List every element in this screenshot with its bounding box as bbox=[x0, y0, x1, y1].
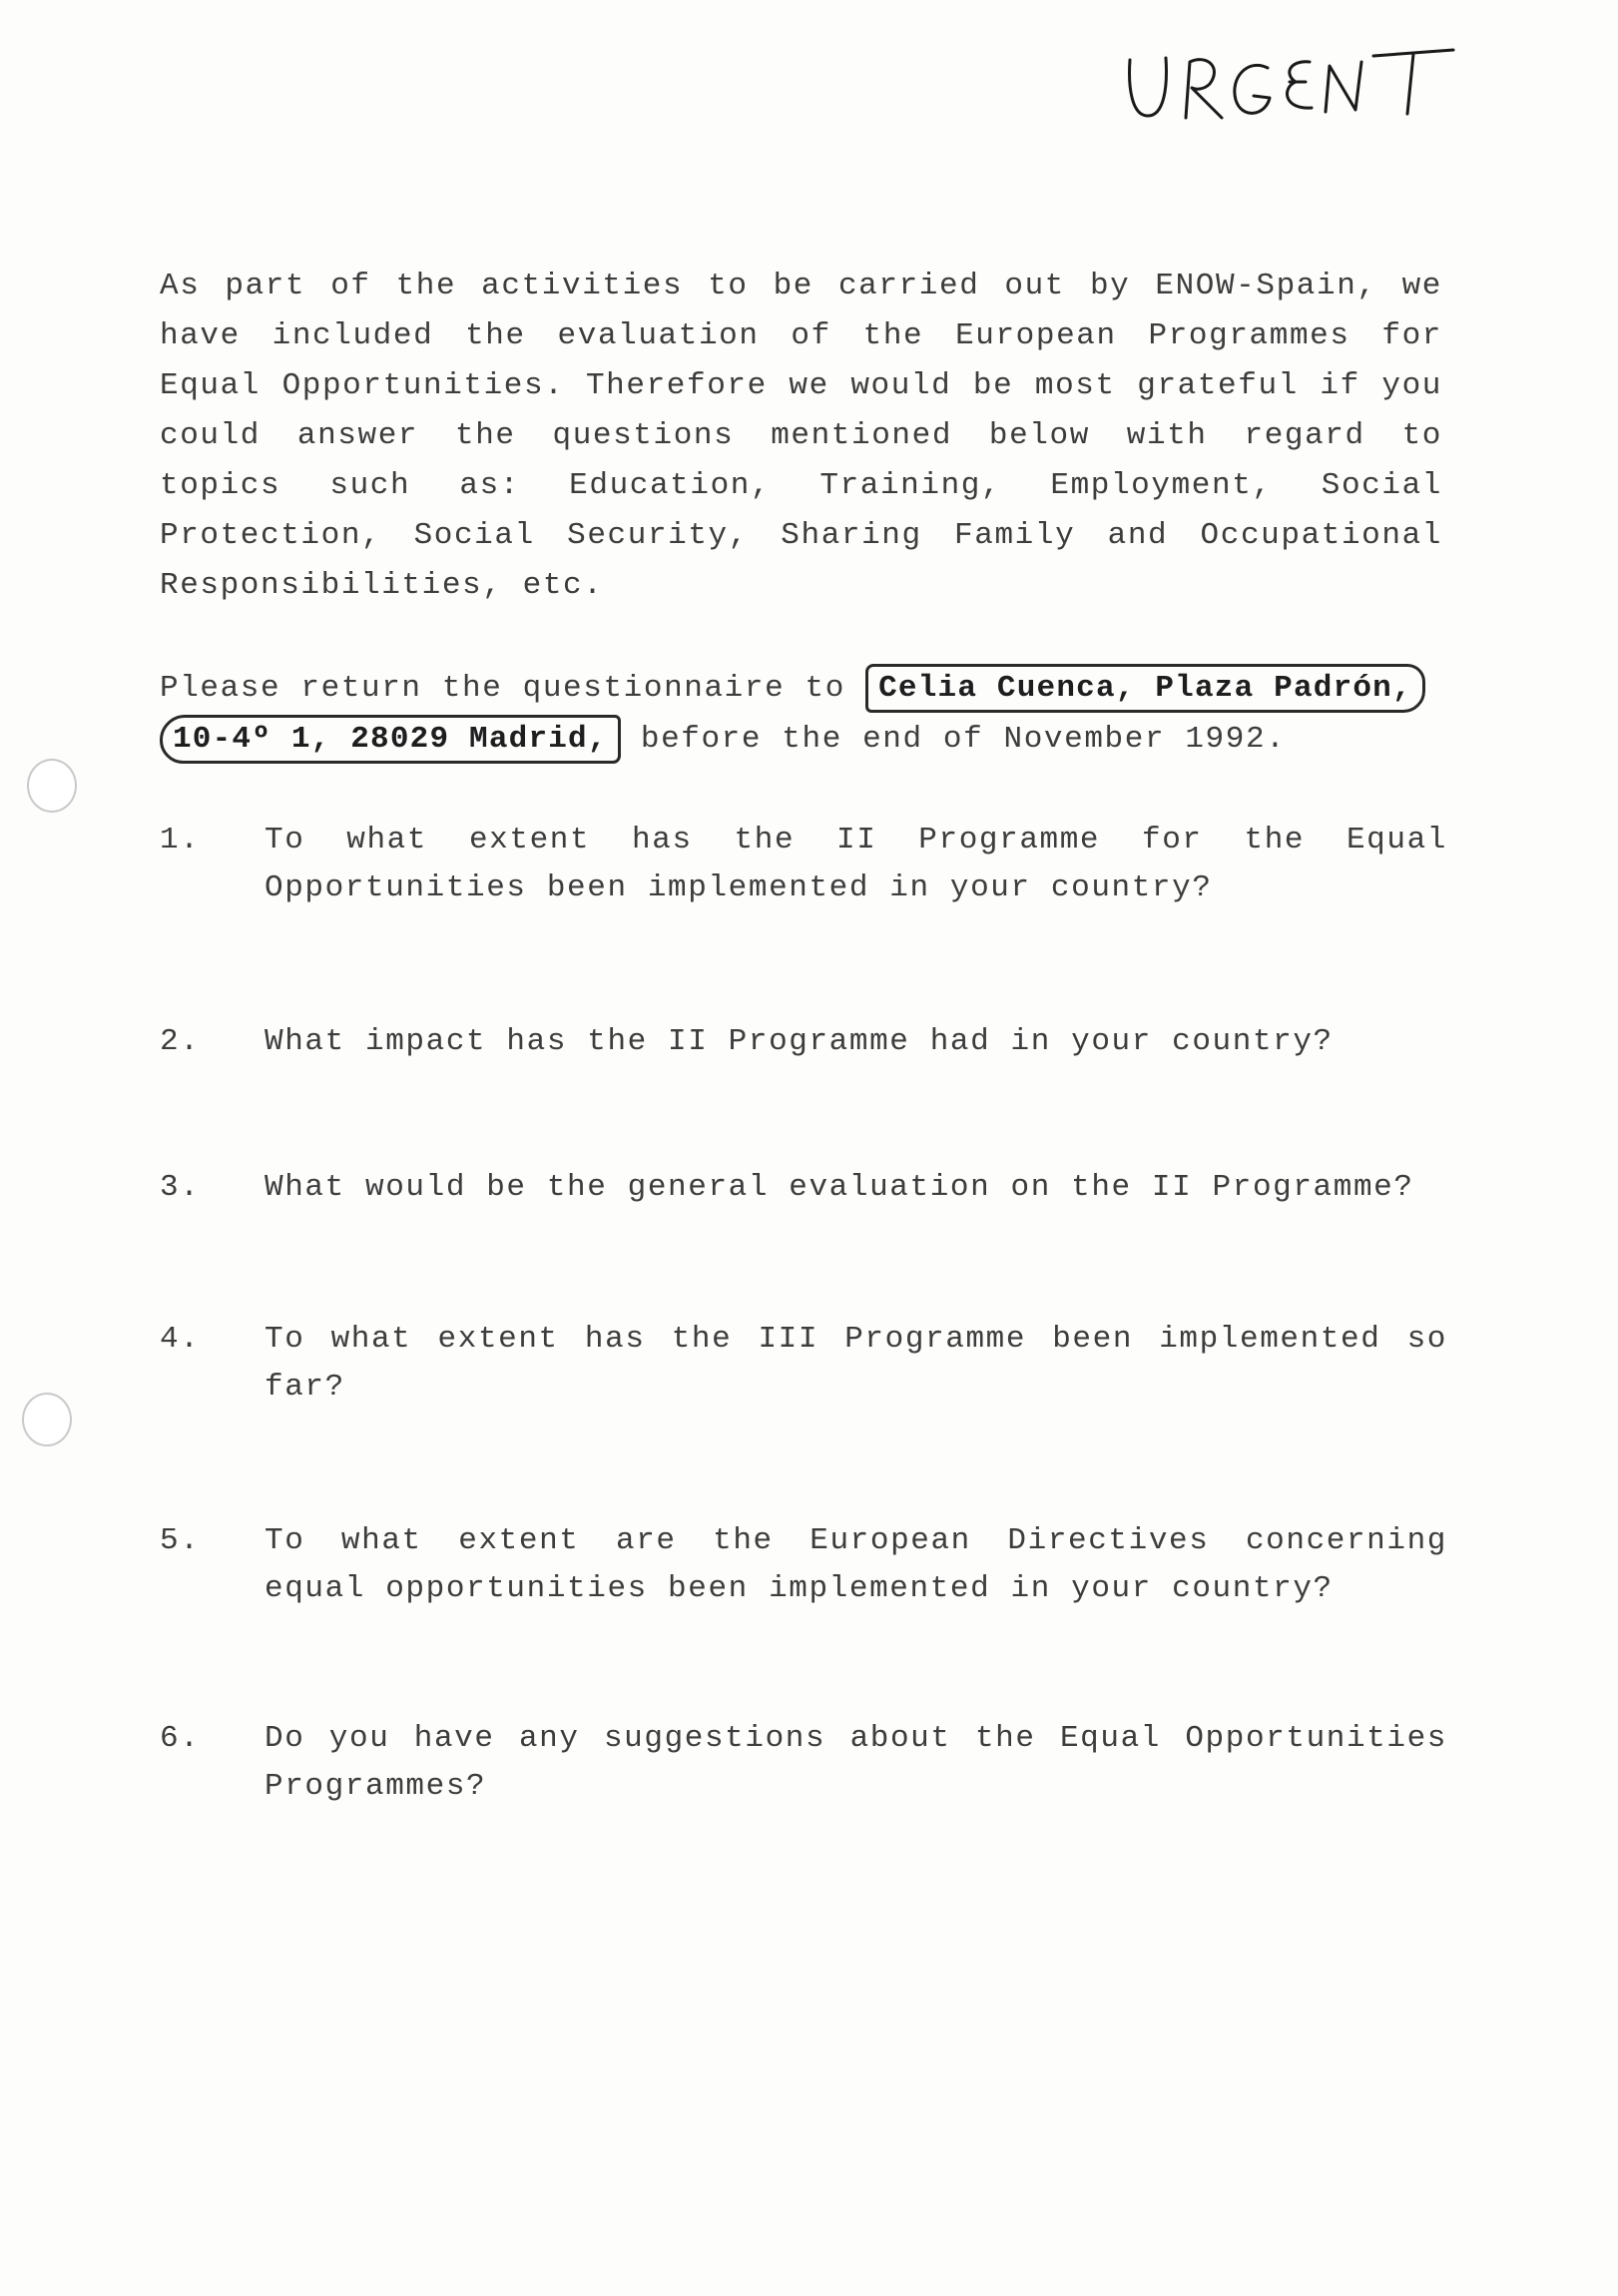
punch-hole bbox=[22, 1393, 72, 1446]
question-number: 4. bbox=[160, 1322, 201, 1357]
question-item bbox=[160, 1018, 1447, 1066]
question-text: To what extent has the III Programme been implemented so far? bbox=[265, 1322, 1447, 1405]
question-number: 6. bbox=[160, 1721, 201, 1756]
return-deadline: before the end of November 1992. bbox=[640, 722, 1287, 757]
question-item bbox=[160, 1164, 1447, 1212]
return-instructions-line-1 bbox=[160, 664, 1425, 713]
intro-paragraph: As part of the activities to be carried out by ENOW-Spain, we have included the evaluation of the European Programmes for Equal Opportunities. Therefore we would be most grateful if you could answer the questions mentioned below with regard to topics such as: Education, Training, Employment, Social Protection, Social Security, Sharing Family and Occupational Responsibilities, etc. bbox=[160, 269, 1442, 603]
question-text: To what extent are the European Directives concerning equal opportunities been implemented in your country? bbox=[265, 1523, 1447, 1606]
punch-hole bbox=[27, 759, 77, 813]
question-number: 5. bbox=[160, 1523, 201, 1558]
question-text: What would be the general evaluation on the II Programme? bbox=[265, 1170, 1414, 1205]
return-prefix: Please return the questionnaire to bbox=[160, 671, 845, 706]
question-item bbox=[160, 1316, 1447, 1412]
return-instructions-line-2 bbox=[160, 715, 1286, 764]
question-text: What impact has the II Programme had in your country? bbox=[265, 1024, 1334, 1059]
question-number: 3. bbox=[160, 1170, 201, 1205]
question-item bbox=[160, 1517, 1447, 1613]
question-number: 1. bbox=[160, 823, 201, 858]
urgent-handwriting-graphic bbox=[1118, 38, 1477, 138]
question-item bbox=[160, 1715, 1447, 1811]
question-text: Do you have any suggestions about the Equal Opportunities Programmes? bbox=[265, 1721, 1447, 1804]
question-number: 2. bbox=[160, 1024, 201, 1059]
urgent-handwritten-note bbox=[1118, 38, 1477, 138]
question-item bbox=[160, 817, 1447, 912]
return-address-part-1: Celia Cuenca, Plaza Padrón, bbox=[865, 664, 1425, 713]
question-text: To what extent has the II Programme for the Equal Opportunities been implemented in your country? bbox=[265, 823, 1447, 905]
return-address-part-2: 10-4º 1, 28029 Madrid, bbox=[160, 715, 621, 764]
